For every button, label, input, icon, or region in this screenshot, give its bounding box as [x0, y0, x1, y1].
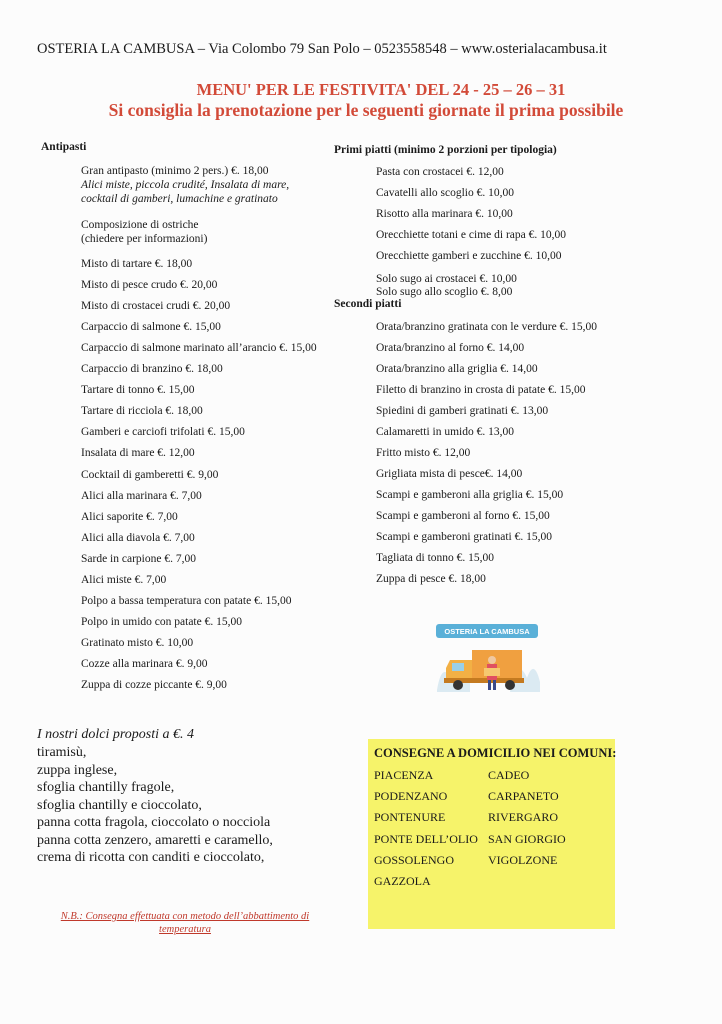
dessert-item: crema di ricotta con canditi e cioccolato, — [37, 850, 265, 865]
ostriche-note: (chiedere per informazioni) — [81, 233, 208, 245]
menu-item: Grigliata mista di pesce€. 14,00 — [376, 468, 523, 480]
menu-item: Gamberi e carciofi trifolati €. 15,00 — [81, 426, 245, 439]
menu-item: Alici alla diavola €. 7,00 — [81, 531, 195, 544]
menu-item: Cocktail di gamberetti €. 9,00 — [81, 468, 219, 481]
menu-item: Misto di crostacei crudi €. 20,00 — [81, 300, 231, 313]
town-item: CADEO — [488, 768, 530, 782]
menu-item: Fritto misto €. 12,00 — [376, 447, 471, 459]
solo-sugo-scoglio: Solo sugo allo scoglio €. 8,00 — [376, 286, 513, 298]
menu-item: Alici saporite €. 7,00 — [81, 510, 178, 523]
secondi-heading: Secondi piatti — [334, 298, 402, 310]
menu-item: Scampi e gamberoni gratinati €. 15,00 — [376, 531, 552, 543]
menu-item: Zuppa di pesce €. 18,00 — [376, 573, 486, 585]
town-item: GAZZOLA — [374, 874, 431, 888]
menu-item: Orecchiette totani e cime di rapa €. 10,00 — [376, 229, 566, 241]
delivery-truck-icon — [432, 620, 542, 698]
menu-item: Misto di pesce crudo €. 20,00 — [81, 279, 218, 292]
header-contact-line: OSTERIA LA CAMBUSA – Via Colombo 79 San Polo – 0523558548 – www.osterialacambusa.it — [37, 41, 607, 57]
primi-heading: Primi piatti (minimo 2 porzioni per tipologia) — [334, 144, 557, 156]
menu-item: Scampi e gamberoni alla griglia €. 15,00 — [376, 489, 564, 501]
menu-item: Gratinato misto €. 10,00 — [81, 636, 194, 649]
menu-item: Scampi e gamberoni al forno €. 15,00 — [376, 510, 550, 522]
menu-item: Polpo a bassa temperatura con patate €. 15,00 — [81, 594, 292, 607]
town-item: VIGOLZONE — [488, 852, 558, 867]
town-item: PONTENURE — [374, 810, 446, 825]
gran-antipasto-desc-1: Alici miste, piccola crudité, Insalata di mare, — [81, 179, 290, 191]
menu-item: Insalata di mare €. 12,00 — [81, 447, 195, 460]
nb-note: N.B.: Consegna effettuata con metodo dell’abbattimento di temperatura — [60, 911, 310, 935]
dolci-title: I nostri dolci proposti a €. 4 — [37, 727, 194, 742]
menu-item: Tartare di tonno €. 15,00 — [81, 384, 195, 397]
menu-item: Orata/branzino gratinata con le verdure €. 15,00 — [376, 321, 597, 333]
menu-item: Calamaretti in umido €. 13,00 — [376, 426, 514, 438]
menu-item: Misto di tartare €. 18,00 — [81, 258, 193, 270]
menu-item: Alici miste €. 7,00 — [81, 573, 167, 586]
menu-item: Orecchiette gamberi e zucchine €. 10,00 — [376, 250, 562, 262]
ostriche-label: Composizione di ostriche — [81, 219, 199, 231]
menu-title: MENU' PER LE FESTIVITA' DEL 24 - 25 – 26 – 31 — [196, 80, 566, 99]
delivery-title: CONSEGNE A DOMICILIO NEI COMUNI: — [374, 746, 617, 760]
gran-antipasto-desc-2: cocktail di gamberi, lumachine e gratinato — [81, 193, 278, 205]
menu-item: Cozze alla marinara €. 9,00 — [81, 657, 208, 670]
town-item: RIVERGARO — [488, 810, 559, 825]
town-item: CARPANETO — [488, 789, 559, 804]
delivery-logo — [432, 620, 542, 698]
town-item: GOSSOLENGO — [374, 852, 455, 867]
town-item: PODENZANO — [374, 789, 448, 804]
menu-item: Filetto di branzino in crosta di patate €. 15,00 — [376, 384, 586, 396]
dessert-item: panna cotta zenzero, amaretti e caramello, — [37, 832, 273, 848]
menu-item: Tagliata di tonno €. 15,00 — [376, 552, 495, 564]
menu-item: Alici alla marinara €. 7,00 — [81, 489, 202, 502]
menu-item: Orata/branzino alla griglia €. 14,00 — [376, 363, 538, 375]
menu-item: Sarde in carpione €. 7,00 — [81, 552, 196, 565]
dessert-item: sfoglia chantilly e cioccolato, — [37, 797, 202, 813]
menu-item: Risotto alla marinara €. 10,00 — [376, 208, 513, 220]
menu-subtitle: Si consiglia la prenotazione per le seguenti giornate il prima possibile — [108, 100, 624, 120]
solo-sugo-crostacei: Solo sugo ai crostacei €. 10,00 — [376, 273, 517, 285]
dessert-item: sfoglia chantilly fragole, — [37, 780, 175, 795]
antipasti-heading: Antipasti — [41, 141, 87, 153]
dessert-item: zuppa inglese, — [37, 762, 118, 778]
town-item: SAN GIORGIO — [488, 831, 566, 846]
menu-item: Orata/branzino al forno €. 14,00 — [376, 342, 525, 354]
gran-antipasto-label: Gran antipasto (minimo 2 pers.) €. 18,00 — [81, 165, 269, 177]
menu-item: Carpaccio di salmone €. 15,00 — [81, 321, 221, 334]
menu-item: Cavatelli allo scoglio €. 10,00 — [376, 187, 514, 199]
menu-item: Tartare di ricciola €. 18,00 — [81, 405, 203, 418]
town-item: PONTE DELL’OLIO — [374, 831, 478, 846]
menu-item: Pasta con crostacei €. 12,00 — [376, 166, 504, 178]
menu-item: Spiedini di gamberi gratinati €. 13,00 — [376, 405, 549, 417]
menu-item: Carpaccio di branzino €. 18,00 — [81, 363, 223, 376]
menu-item: Zuppa di cozze piccante €. 9,00 — [81, 679, 227, 691]
dessert-item: tiramisù, — [37, 745, 87, 760]
logo-text: OSTERIA LA CAMBUSA — [444, 627, 530, 636]
gran-antipasto-item — [81, 164, 289, 206]
menu-item: Carpaccio di salmone marinato all’arancio €. 15,00 — [81, 342, 317, 355]
ostriche-item — [81, 218, 207, 246]
menu-item: Polpo in umido con patate €. 15,00 — [81, 615, 242, 628]
dessert-item: panna cotta fragola, cioccolato o nocciola — [37, 815, 271, 830]
town-item: PIACENZA — [374, 768, 434, 782]
